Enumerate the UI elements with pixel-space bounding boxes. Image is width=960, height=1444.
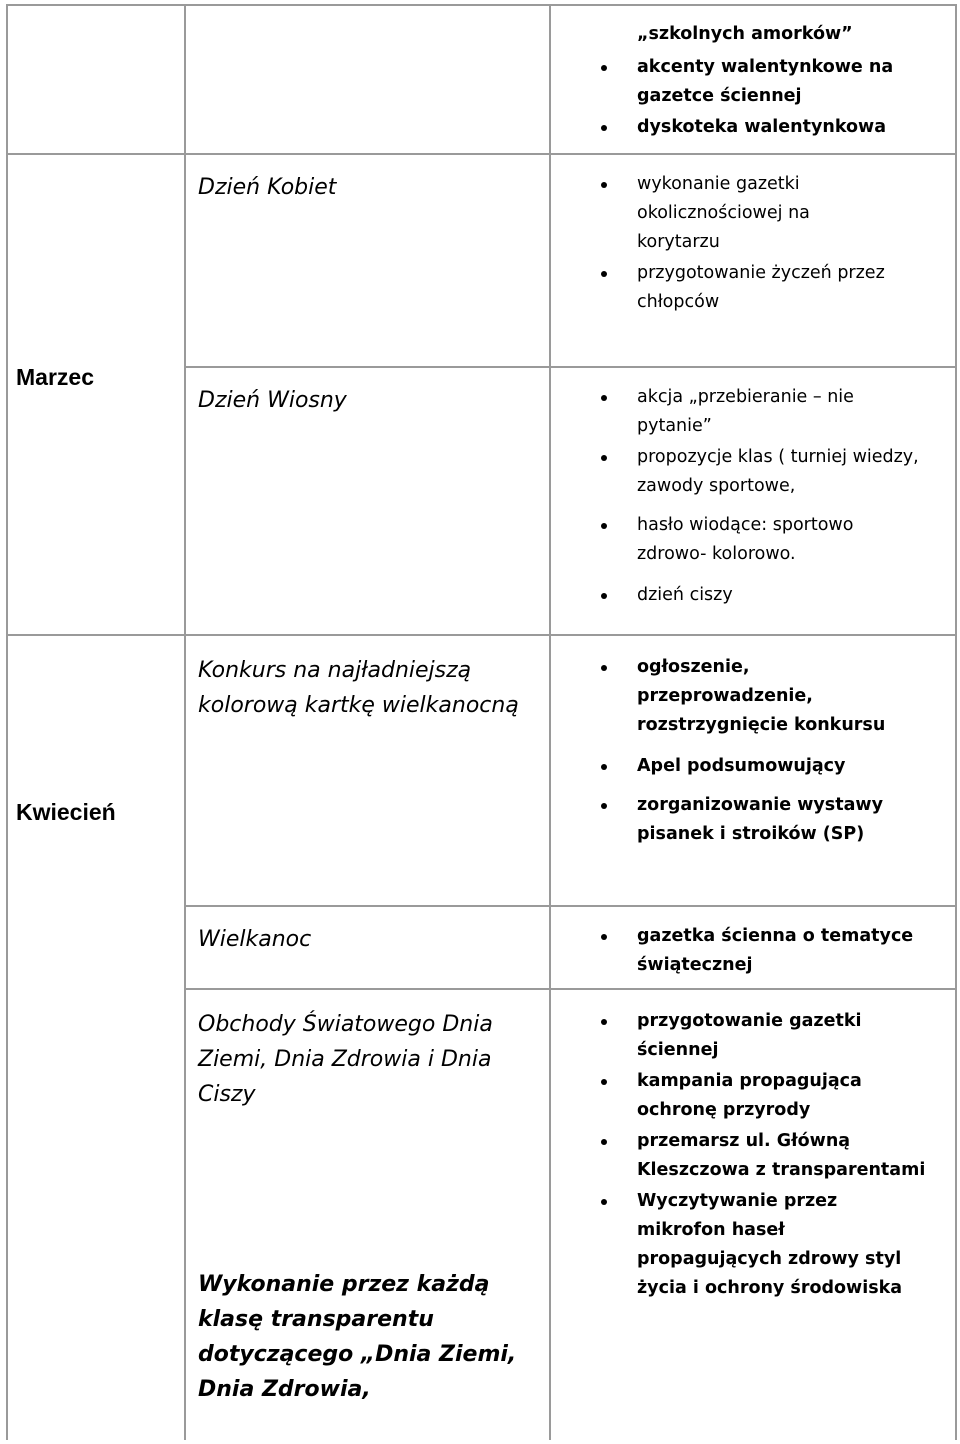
- col-divider-1: [184, 4, 186, 1440]
- dzien-kobiet-list: [637, 170, 897, 319]
- bullet-icon: [601, 593, 607, 599]
- bullet-icon: [601, 523, 607, 529]
- bullet-icon: [601, 764, 607, 770]
- table-border-left: [6, 4, 8, 1440]
- bullet-icon: [601, 271, 607, 277]
- table-border-right: [955, 4, 957, 636]
- table-border-top: [6, 4, 956, 6]
- list-item: ogłoszenie, przeprowadzenie, rozstrzygnięcie konkursu: [637, 653, 917, 740]
- bullet-icon: [601, 1199, 607, 1205]
- walentynki-list: [637, 53, 937, 144]
- row-divider-5: [186, 988, 956, 990]
- row-divider-1: [6, 153, 956, 155]
- list-item: kampania propagująca ochronę przyrody: [637, 1067, 927, 1125]
- bullet-icon: [601, 803, 607, 809]
- row-divider-3: [6, 634, 956, 636]
- list-item: dyskoteka walentynkowa: [637, 113, 937, 142]
- event-konkurs: Konkurs na najładniejszą kolorową kartkę wielkanocną: [198, 658, 519, 718]
- list-item: przemarsz ul. Główną Kleszczowa z transparentami: [637, 1127, 927, 1185]
- bullet-icon: [601, 65, 607, 71]
- bullet-icon: [601, 1019, 607, 1025]
- bullet-icon: [601, 455, 607, 461]
- month-marzec: Marzec: [16, 364, 94, 390]
- row-divider-2: [186, 366, 956, 368]
- list-item: wykonanie gazetki okolicznościowej na korytarzu: [637, 170, 897, 257]
- dzien-ziemi-list: [637, 1007, 927, 1305]
- list-item: przygotowanie życzeń przez chłopców: [637, 259, 897, 317]
- event-title-continuation: „szkolnych amorków”: [637, 24, 853, 44]
- bullet-icon: [601, 1139, 607, 1145]
- list-item: przygotowanie gazetki ściennej: [637, 1007, 927, 1065]
- event-dzien-ziemi: Obchody Światowego Dnia Ziemi, Dnia Zdrowia i Dnia Ciszy: [198, 1012, 493, 1107]
- bullet-icon: [601, 1079, 607, 1085]
- list-item: dzień ciszy: [637, 581, 937, 610]
- list-item: akcja „przebieranie – nie pytanie”: [637, 383, 917, 441]
- table-border-right-2: [955, 634, 957, 1440]
- list-item: akcenty walentynkowe na gazetce ściennej: [637, 53, 937, 111]
- event-wielkanoc: Wielkanoc: [198, 927, 312, 952]
- bullet-icon: [601, 665, 607, 671]
- wielkanoc-list: [637, 922, 917, 982]
- bullet-icon: [601, 182, 607, 188]
- list-item: Wyczytywanie przez mikrofon haseł propagujących zdrowy styl życia i ochrony środowiska: [637, 1187, 927, 1303]
- bullet-icon: [601, 125, 607, 131]
- event-dzien-wiosny: Dzień Wiosny: [198, 388, 347, 413]
- event-dzien-kobiet: Dzień Kobiet: [198, 175, 337, 200]
- col-divider-2: [549, 4, 551, 1440]
- row-divider-4: [186, 905, 956, 907]
- event-transparent: Wykonanie przez każdą klasę transparentu dotyczącego „Dnia Ziemi, Dnia Zdrowia,: [198, 1272, 517, 1402]
- konkurs-list: [637, 653, 917, 851]
- list-item: gazetka ścienna o tematyce świątecznej: [637, 922, 917, 980]
- list-item: zorganizowanie wystawy pisanek i stroików (SP): [637, 791, 917, 849]
- list-item: propozycje klas ( turniej wiedzy, zawody sportowe,: [637, 443, 937, 501]
- month-kwiecien: Kwiecień: [16, 799, 116, 825]
- bullet-icon: [601, 395, 607, 401]
- bullet-icon: [601, 934, 607, 940]
- dzien-wiosny-list: [637, 383, 937, 612]
- list-item: hasło wiodące: sportowo zdrowo- kolorowo.: [637, 511, 927, 569]
- list-item: Apel podsumowujący: [637, 752, 917, 781]
